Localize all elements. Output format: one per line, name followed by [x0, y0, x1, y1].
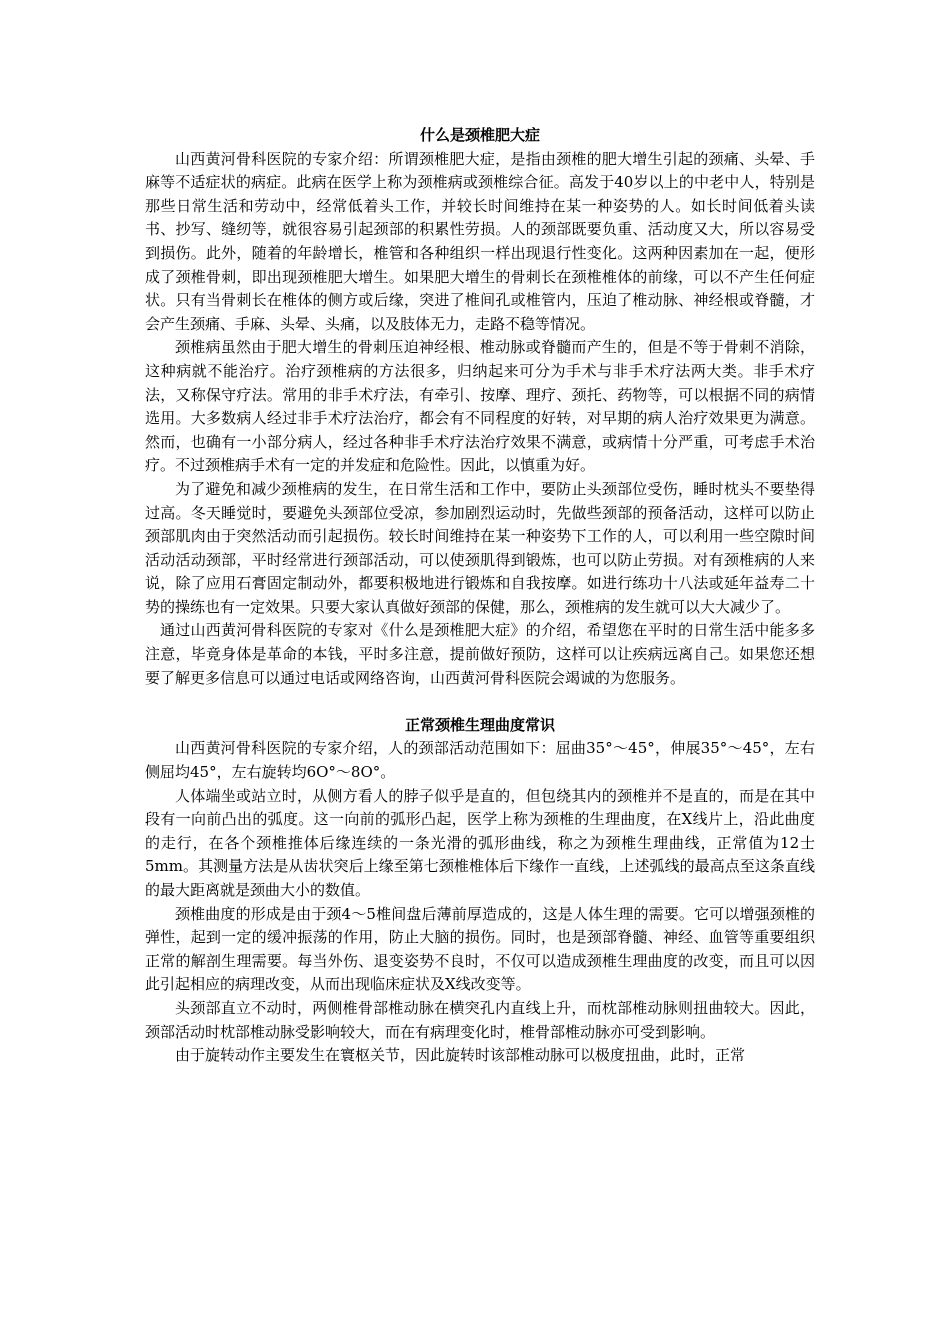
- section-spacer: [145, 690, 815, 714]
- section-2-paragraph: 头颈部直立不动时，两侧椎骨部椎动脉在横突孔内直线上升，而枕部椎动脉则扭曲较大。因此，颈部活动时枕部椎动脉受影响较大，而在有病理变化时，椎骨部椎动脉亦可受到影响。: [145, 998, 815, 1041]
- section-2-paragraph: 山西黄河骨科医院的专家介绍，人的颈部活动范围如下：屈曲35°～45°，伸展35°～45°，左右侧屈均45°，左右旋转均6O°～8O°。: [145, 739, 815, 782]
- section-2-title: 正常颈椎生理曲度常识: [404, 715, 555, 734]
- section-2-paragraph: 由于旋转动作主要发生在寰枢关节，因此旋转时该部椎动脉可以极度扭曲，此时，正常: [175, 1046, 746, 1065]
- section-2-paragraph: 颈椎曲度的形成是由于颈4～5椎间盘后薄前厚造成的，这是人体生理的需要。它可以增强颈椎的弹性，起到一定的缓冲振荡的作用，防止大脑的损伤。同时，也是颈部脊髓、神经、血管等重要组织正常的解剖生理需要。每当外伤、退变姿势不良时，不仅可以造成颈椎生理曲度的改变，而且可以因此引起相应的病理改变，从而出现临床症状及X线改变等。: [145, 904, 815, 994]
- section-1-paragraph: 通过山西黄河骨科医院的专家对《什么是颈椎肥大症》的介绍，希望您在平时的日常生活中能多多注意，毕竟身体是革命的本钱，平时多注意，提前做好预防，这样可以让疾病远离自己。如果您还想要了解更多信息可以通过电话或网络咨询，山西黄河骨科医院会竭诚的为您服务。: [145, 621, 815, 687]
- section-1-paragraph: 山西黄河骨科医院的专家介绍：所谓颈椎肥大症，是指由颈椎的肥大增生引起的颈痛、头晕、手麻等不适症状的病症。此病在医学上称为颈椎病或颈椎综合征。高发于40岁以上的中老中人，特别是那些日常生活和劳动中，经常低着头工作，并较长时间维持在某一种姿势的人。如长时间低着头读书、抄写、缝纫等，就很容易引起颈部的积累性劳损。人的颈部既要负重、活动度又大，所以容易受到损伤。此外，随着的年龄增长，椎管和各种组织一样出现退行性变化。这两种因素加在一起，便形成了颈椎骨刺，即出现颈椎肥大增生。如果肥大增生的骨刺长在颈椎椎体的前缘，可以不产生任何症状。只有当骨刺长在椎体的侧方或后缘，突进了椎间孔或椎管内，压迫了椎动脉、神经根或脊髓，才会产生颈痛、手麻、头晕、头痛，以及肢体无力，走路不稳等情况。: [145, 149, 815, 333]
- section-1-title: 什么是颈椎肥大症: [419, 126, 540, 144]
- section-2-paragraph: 人体端坐或站立时，从侧方看人的脖子似乎是直的，但包绕其内的颈椎并不是直的，而是在其中段有一向前凸出的弧度。这一向前的弧形凸起，医学上称为颈椎的生理曲度，在X线片上，沿此曲度的走行，在各个颈椎推体后缘连续的一条光滑的弧形曲线，称之为颈椎生理曲线，正常值为12士5mm。其测量方法是从齿状突后上缘至第七颈椎椎体后下缘作一直线，上述弧线的最高点至这条直线的最大距离就是颈曲大小的数值。: [145, 786, 815, 899]
- section-1-paragraph: 颈椎病虽然由于肥大增生的骨刺压迫神经根、椎动脉或脊髓而产生的，但是不等于骨刺不消除，这种病就不能治疗。治疗颈椎病的方法很多，归纳起来可分为手术与非手术疗法两大类。非手术疗法，又称保守疗法。常用的非手术疗法，有牵引、按摩、理疗、颈托、药物等，可以根据不同的病情选用。大多数病人经过非手术疗法治疗，都会有不同程度的好转，对早期的病人治疗效果更为满意。然而，也确有一小部分病人，经过各种非手术疗法治疗效果不满意，或病情十分严重，可考虑手术治疗。不过颈椎病手术有一定的并发症和危险性。因此，以慎重为好。: [145, 338, 815, 475]
- document-page: [145, 124, 815, 1068]
- section-1-paragraph: 为了避免和减少颈椎病的发生，在日常生活和工作中，要防止头颈部位受伤，睡时枕头不要垫得过高。冬天睡觉时，要避免头颈部位受凉，参加剧烈运动时，先做些颈部的预备活动，这样可以防止颈部肌肉由于突然活动而引起损伤。较长时间维持在某一种姿势下工作的人，可以利用一些空隙时间活动活动颈部，平时经常进行颈部活动，可以使颈肌得到锻炼，也可以防止劳损。对有颈椎病的人来说，除了应用石膏固定制动外，都要积极地进行锻炼和自我按摩。如进行练功十八法或延年益寿二十势的操练也有一定效果。只要大家认真做好颈部的保健，那么，颈椎病的发生就可以大大减少了。: [145, 479, 815, 616]
